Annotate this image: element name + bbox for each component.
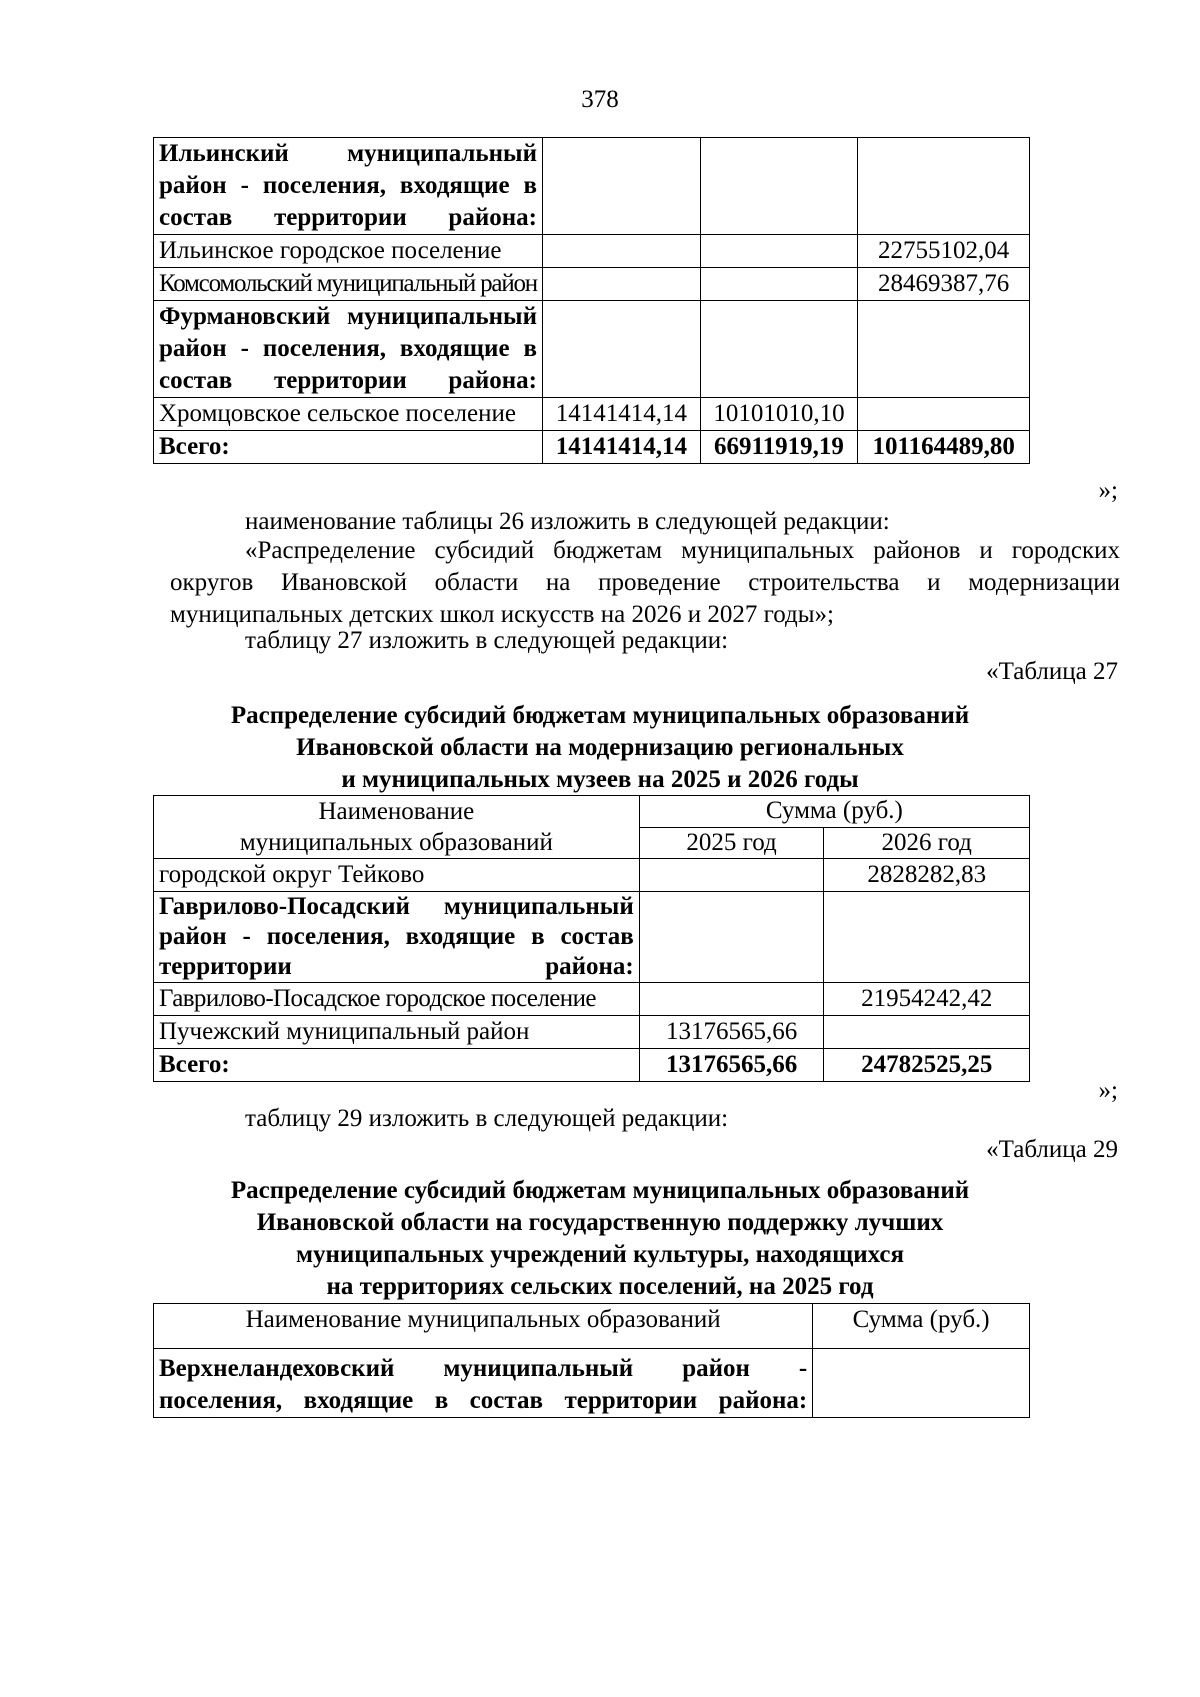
row-name: Пучежский муниципальный район [154,1016,640,1049]
cell-value: 22755102,04 [858,235,1030,268]
table-row [154,1016,1030,1049]
cell-value [824,1016,1030,1049]
cell-value [639,859,824,892]
closing-quote: »; [1098,1077,1118,1104]
cell-value [700,301,858,398]
table-row [154,983,1030,1016]
cell-value: 24782525,25 [824,1049,1030,1082]
table-row [154,301,1030,398]
header-year: 2026 год [824,827,1030,859]
table-row [154,398,1030,431]
row-name: Гаврилово-Посадское городское поселение [154,983,640,1016]
cell-value: 13176565,66 [639,1049,824,1082]
header-name-line: Наименование [318,798,475,825]
table-27 [153,795,1030,1082]
row-name: Всего: [154,431,543,464]
table-row [154,859,1030,892]
header-sum: Сумма (руб.) [813,1304,1030,1349]
title-line: и муниципальных музеев на 2025 и 2026 годы [341,766,859,793]
header-year: 2025 год [639,827,824,859]
table-row [154,235,1030,268]
header-sum: Сумма (руб.) [639,796,1029,828]
paragraph: «Распределение субсидий бюджетам муниципальных районов и городских округов Ивановской области на проведение строительства и модернизации муниципальных детских школ искусств на 2026 и 2027 годы»; [170,537,1120,628]
table-row [154,268,1030,301]
table-label: «Таблица 27 [986,658,1118,685]
title-line: муниципальных учреждений культуры, находящихся [295,1241,905,1268]
cell-value [542,235,700,268]
cell-value: 14141414,14 [542,398,700,431]
page-number: 378 [581,86,619,113]
paragraph: наименование таблицы 26 изложить в следующей редакции: [245,508,890,535]
row-name: Ильинский муниципальный район - поселения, входящие в состав территории района: [154,138,543,235]
table-row [154,138,1030,235]
row-name: Хромцовское сельское поселение [154,398,543,431]
cell-value [639,892,824,983]
cell-value [813,1349,1030,1418]
table-29 [153,1303,1030,1418]
paragraph: таблицу 29 изложить в следующей редакции: [245,1105,729,1132]
table-row [154,892,1030,983]
cell-value [858,398,1030,431]
table-title [0,1175,1200,1303]
table-label: «Таблица 29 [986,1136,1118,1163]
table-title [0,700,1200,796]
title-line: на территориях сельских поселений, на 2025 год [326,1273,874,1300]
cell-value [542,268,700,301]
table-continuation [153,137,1030,464]
row-name: Гаврилово-Посадский муниципальный район - поселения, входящие в состав территории района: [154,892,640,983]
cell-value [858,301,1030,398]
cell-value: 13176565,66 [639,1016,824,1049]
row-name: городской округ Тейково [154,859,640,892]
row-name: Верхнеландеховский муниципальный район - поселения, входящие в состав территории района: [154,1349,813,1418]
row-name: Фурмановский муниципальный район - поселения, входящие в состав территории района: [154,301,543,398]
row-name: Всего: [154,1049,640,1082]
cell-value [858,138,1030,235]
closing-quote: »; [1098,477,1118,504]
header-row [154,796,1030,828]
cell-value [700,268,858,301]
cell-value [639,983,824,1016]
table-row [154,1349,1030,1418]
paragraph: таблицу 27 изложить в следующей редакции: [245,627,729,654]
header-name-line: муниципальных образований [239,829,553,856]
header-name [154,796,640,859]
cell-value [824,892,1030,983]
cell-value: 28469387,76 [858,268,1030,301]
header-row [154,1304,1030,1349]
cell-value [542,301,700,398]
title-line: Распределение субсидий бюджетам муниципальных образований [230,702,970,729]
cell-value [542,138,700,235]
cell-value: 10101010,10 [700,398,858,431]
title-line: Ивановской области на государственную поддержку лучших [256,1209,944,1236]
row-name: Комсомольский муниципальный район [154,268,543,301]
row-name: Ильинское городское поселение [154,235,543,268]
total-row [154,1049,1030,1082]
total-row [154,431,1030,464]
cell-value: 21954242,42 [824,983,1030,1016]
header-name: Наименование муниципальных образований [154,1304,813,1349]
cell-value: 101164489,80 [858,431,1030,464]
cell-value [700,235,858,268]
cell-value: 66911919,19 [700,431,858,464]
cell-value [700,138,858,235]
title-line: Ивановской области на модернизацию региональных [296,734,904,761]
cell-value: 14141414,14 [542,431,700,464]
cell-value: 2828282,83 [824,859,1030,892]
title-line: Распределение субсидий бюджетам муниципальных образований [230,1177,970,1204]
